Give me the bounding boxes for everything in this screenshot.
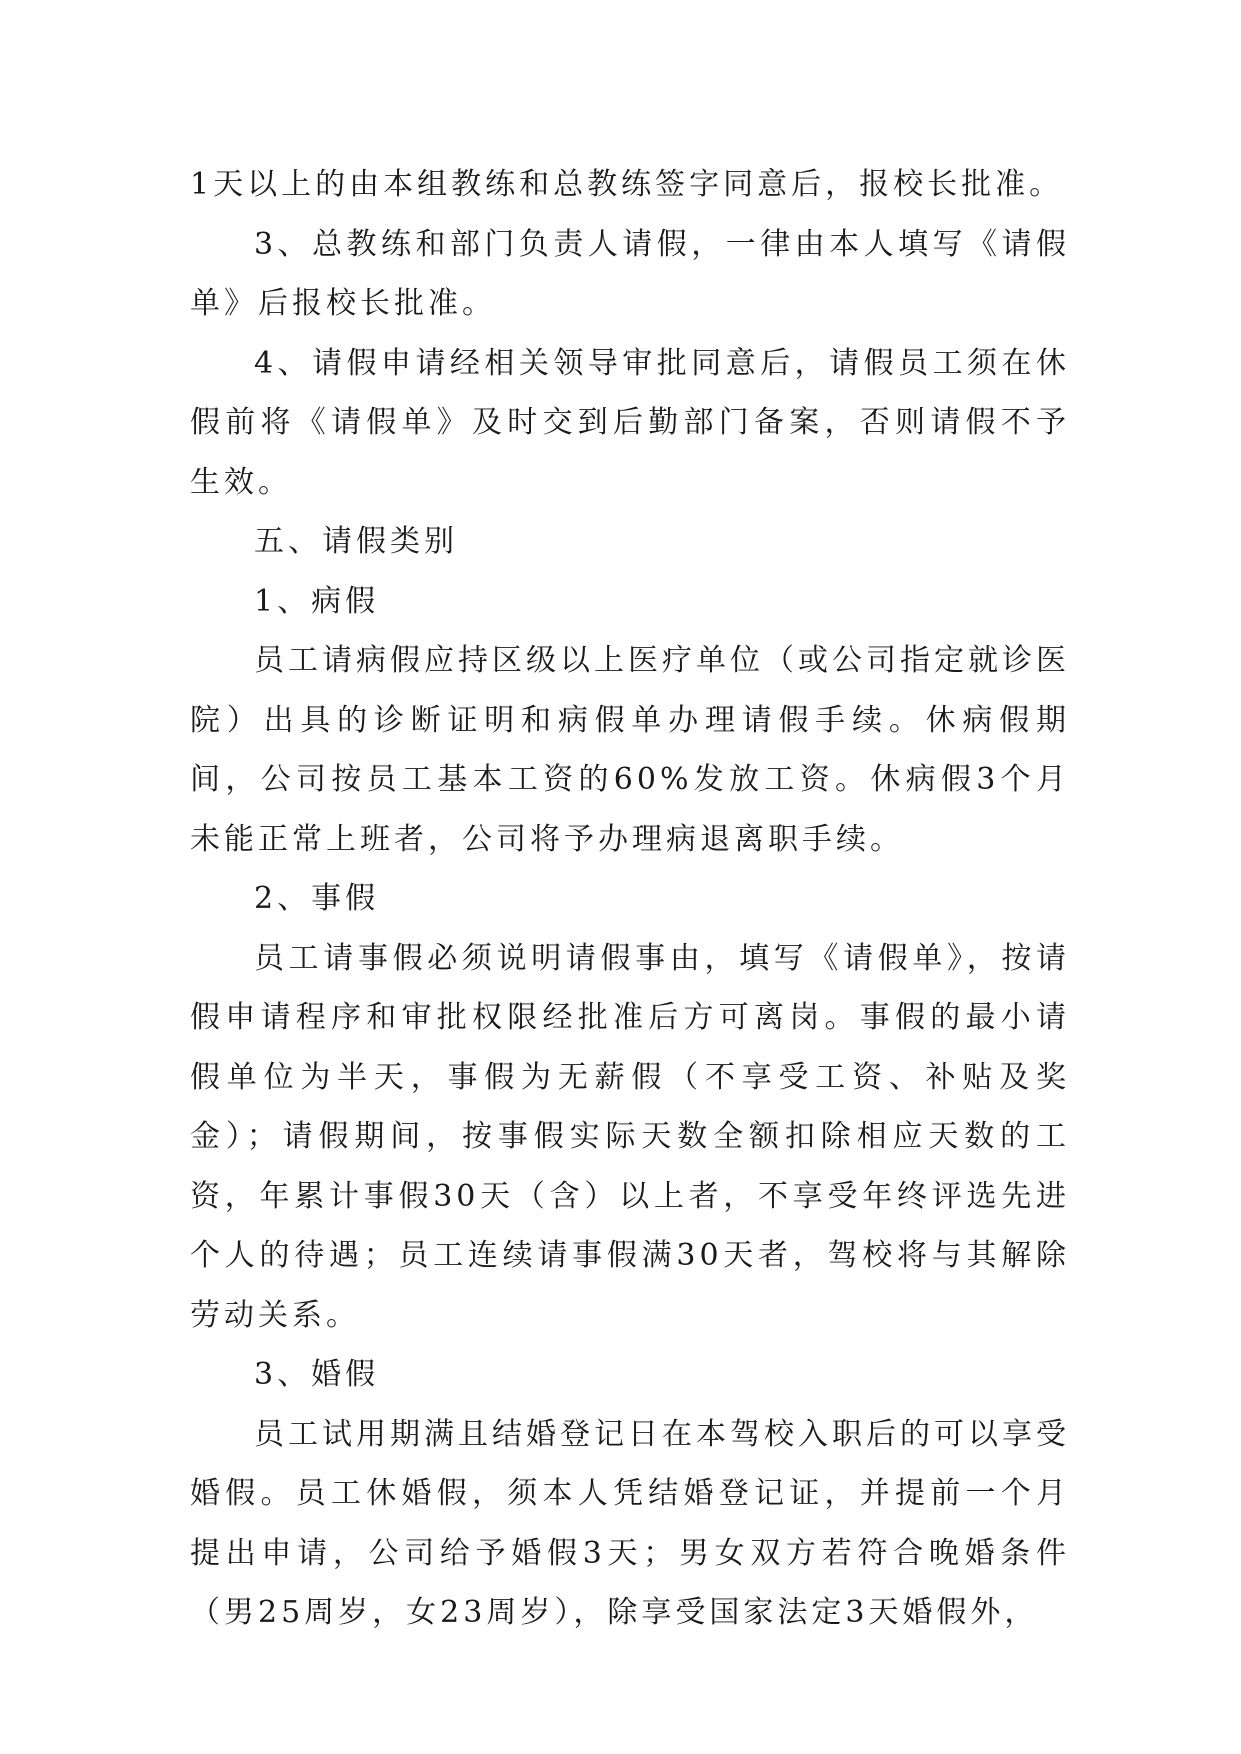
paragraph-2: 3、总教练和部门负责人请假，一律由本人填写《请假单》后报校长批准。 (190, 226, 1070, 321)
section-heading-leave-types: 五、请假类别 (254, 524, 458, 559)
paragraph-1: 1天以上的由本组教练和总教练签字同意后，报校长批准。 (190, 167, 1064, 202)
subheading-marriage-leave: 3、婚假 (254, 1357, 380, 1392)
paragraph-marriage-leave: 员工试用期满且结婚登记日在本驾校入职后的可以享受婚假。员工休婚假，须本人凭结婚登记证，并提前一个月提出申请，公司给予婚假3天；男女双方若符合晚婚条件（男25周岁，女23周岁），除享受国家法定3天婚假外， (190, 1416, 1070, 1630)
paragraph-3: 4、请假申请经相关领导审批同意后，请假员工须在休假前将《请假单》及时交到后勤部门备案，否则请假不予生效。 (190, 345, 1070, 500)
paragraph-sick-leave: 员工请病假应持区级以上医疗单位（或公司指定就诊医院）出具的诊断证明和病假单办理请假手续。休病假期间，公司按员工基本工资的60%发放工资。休病假3个月未能正常上班者，公司将予办理病退离职手续。 (190, 643, 1070, 857)
paragraph-personal-leave: 员工请事假必须说明请假事由，填写《请假单》，按请假申请程序和审批权限经批准后方可离岗。事假的最小请假单位为半天，事假为无薪假（不享受工资、补贴及奖金）；请假期间，按事假实际天数全额扣除相应天数的工资，年累计事假30天（含）以上者，不享受年终评选先进个人的待遇；员工连续请事假满30天者，驾校将与其解除劳动关系。 (190, 940, 1070, 1333)
document-body (190, 155, 1070, 1643)
subheading-personal-leave: 2、事假 (254, 881, 380, 916)
subheading-sick-leave: 1、病假 (254, 583, 380, 619)
